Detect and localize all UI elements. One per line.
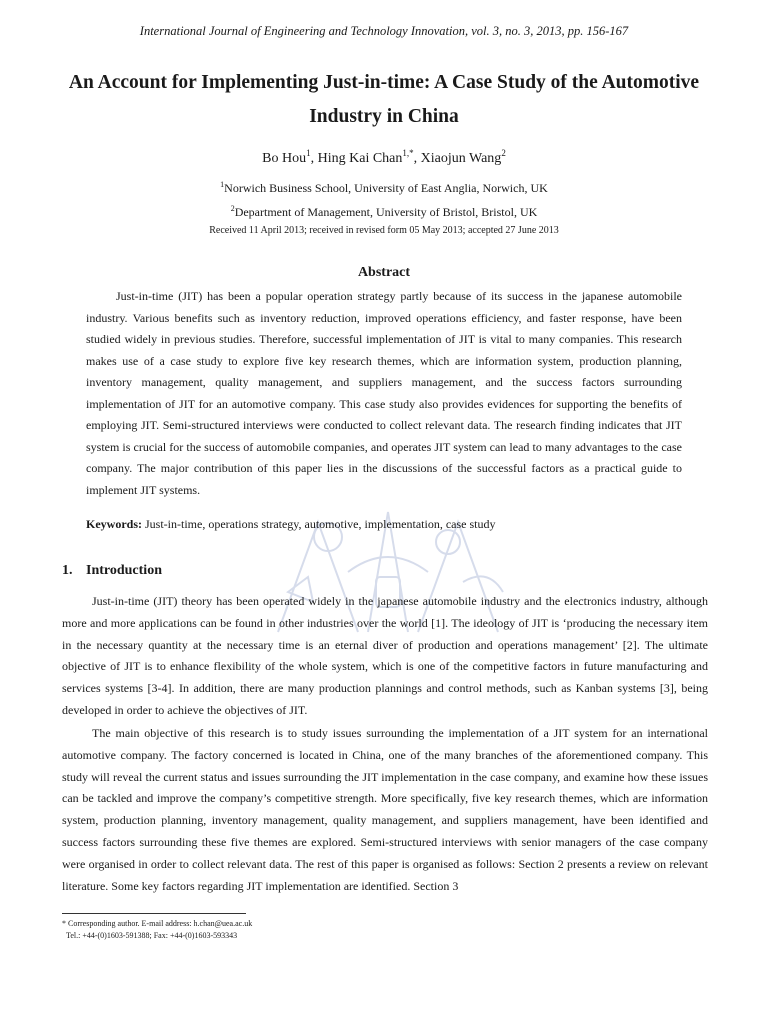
author-list [0, 148, 768, 167]
author-affiliation-mark: 1 [306, 148, 311, 158]
author-name: Bo Hou [262, 151, 307, 166]
section-number: 1. [62, 563, 73, 578]
author-affiliation-mark: 1,* [402, 148, 414, 158]
paper-title: An Account for Implementing Just-in-time: A Case Study of the Automotive Industry in China [68, 72, 700, 127]
section-title: Introduction [86, 563, 162, 578]
affiliation-text: Norwich Business School, University of East Anglia, Norwich, UK [224, 181, 548, 195]
section-heading-introduction [62, 563, 162, 579]
journal-header: International Journal of Engineering and Technology Innovation, vol. 3, no. 3, 2013, pp. 156-167 [139, 24, 629, 38]
footnote-contact: Tel.: +44-(0)1603-591388; Fax: +44-(0)1603-593343 [66, 931, 238, 940]
keywords-line [86, 517, 682, 532]
footnote [62, 918, 252, 942]
footnote-mark: * [62, 919, 66, 928]
affiliation-text: Department of Management, University of Bristol, Bristol, UK [234, 205, 538, 219]
intro-paragraph-1: Just-in-time (JIT) theory has been operated widely in the japanese automobile industry and the electronics industry, although more and more applications can be found in other industries over the world [1]. The ideology of JIT is ‘producing the necessary item in the necessary quantity at the necessary time is an eternal diver of production and operations management’ [2]. The ultimate objective of JIT is to enhance flexibility of the whole system, which is one of the competitive factors in future manufacturing and services systems [3-4]. In addition, there are many production plannings and control methods, such as Kanban systems [3], being developed in order to achieve the objectives of JIT. [62, 594, 708, 717]
abstract-heading: Abstract [357, 265, 411, 280]
author-name: Hing Kai Chan [317, 151, 403, 166]
keywords-text: Just-in-time, operations strategy, automotive, implementation, case study [142, 517, 496, 531]
abstract-text: Just-in-time (JIT) has been a popular operation strategy partly because of its success in the japanese automobile industry. Various benefits such as inventory reduction, improved operations efficiency, and faster response, have been studied widely in previous studies. Therefore, successful implementation of JIT is vital to many companies. This research makes use of a case study to explore five key research themes, which are information system, production planning, inventory management, quality management, and suppliers management, and the success factors surrounding implementation of JIT for an automotive company. This case study also provides evidences for supporting the benefits of employing JIT. Semi-structured interviews were conducted to collect relevant data. The research finding indicates that JIT system is crucial for the success of automobile companies, and operates JIT system can lead to many advantages to the case company. The major contribution of this paper lies in the discussions of the successful factors as a practical guide to implement JIT systems. [86, 289, 682, 497]
affiliation-mark: 1 [220, 180, 225, 189]
footnote-line-1 [62, 918, 252, 930]
affiliation-2 [0, 204, 768, 220]
received-dates: Received 11 April 2013; received in revised form 05 May 2013; accepted 27 June 2013 [209, 225, 559, 236]
keywords-label: Keywords: [86, 517, 142, 531]
author-affiliation-mark: 2 [501, 148, 506, 158]
author-name: Xiaojun Wang [420, 151, 502, 166]
author-separator: , [310, 151, 318, 166]
affiliation-mark: 2 [230, 204, 235, 213]
footnote-rule [62, 913, 246, 914]
affiliation-1 [0, 180, 768, 196]
intro-paragraph-2: The main objective of this research is to study issues surrounding the implementation of a JIT system for an international automotive company. The factory concerned is located in China, one of the many branches of the aforementioned company. This study will reveal the current status and issues surrounding the JIT implementation in the case company, and examine how these issues can be tackled and improve the company’s competitive strength. More specifically, five key research themes, which are information system, production planning, inventory management, quality management, and suppliers management, have been identified and success factors surrounding these five themes are explored. Semi-structured interviews with senior managers of the case company were organised in order to collect relevant data. The rest of this paper is organised as follows: Section 2 presents a review on relevant literature. Some key factors regarding JIT implementation are identified. Section 3 [62, 726, 708, 893]
author-separator: , [413, 151, 421, 166]
footnote-corresponding-author: Corresponding author. E-mail address: h.chan@uea.ac.uk [66, 919, 253, 928]
